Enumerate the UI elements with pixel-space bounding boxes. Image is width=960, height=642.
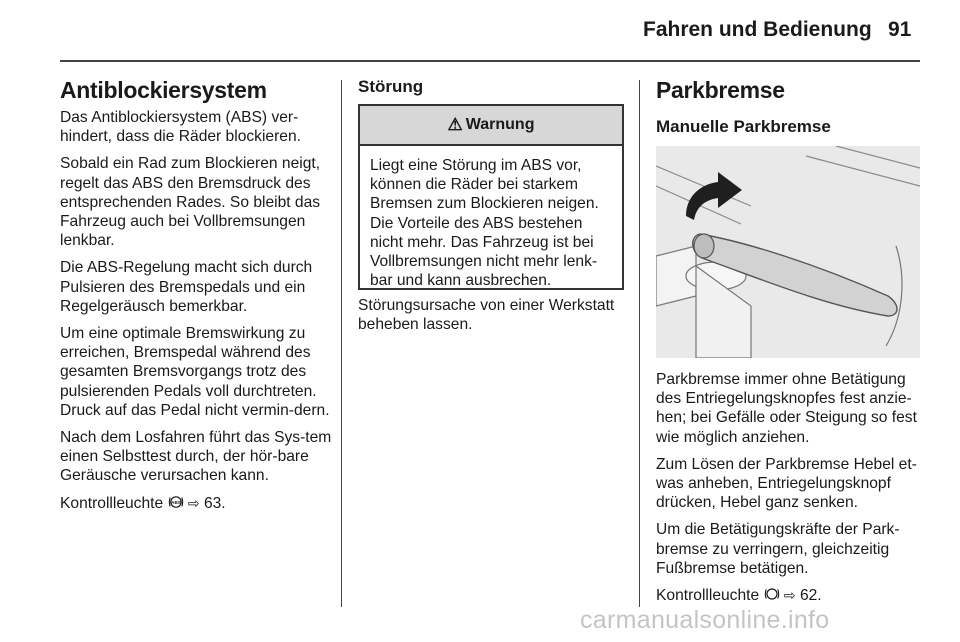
watermark: carmanualsonline.info xyxy=(580,606,830,634)
page-number: 91 xyxy=(888,18,912,41)
warning-title: Warnung xyxy=(465,116,535,133)
paragraph: Störungsursache von einer Werkstatt beheben lassen. xyxy=(358,297,615,334)
cross-reference-page[interactable]: 63. xyxy=(203,494,226,512)
running-header-title: Fahren und Bedienung xyxy=(643,18,872,41)
abs-warning-light-icon xyxy=(168,495,184,509)
paragraph: Sobald ein Rad zum Blockieren neigt, regelt das ABS den Bremsdruck des entsprechenden Rades. So bleibt das Fahrzeug auch bei Vollbremsungen lenkbar. xyxy=(60,155,321,250)
warning-triangle-icon: ⚠ xyxy=(447,115,463,134)
column-abs xyxy=(60,76,332,521)
parking-brake-lever-illustration xyxy=(656,146,920,358)
svg-text:ABS: ABS xyxy=(170,499,181,505)
warning-text: Liegt eine Störung im ABS vor, können die Räder bei starkem Bremsen zum Blockieren neigen. Die Vorteile des ABS bestehen nicht mehr. Das Fahrzeug ist bei Vollbremsungen nicht mehr lenk-bar und kann ausbrechen. xyxy=(370,157,599,290)
cross-reference-page[interactable]: 62. xyxy=(799,587,822,605)
cross-reference xyxy=(60,494,332,513)
paragraph: Um eine optimale Bremswirkung zu erreichen, Bremspedal während des gesamten Bremsvorgangs trotz des pulsierenden Pedals voll durchtreten. Druck auf das Pedal nicht vermin-dern. xyxy=(60,325,330,419)
paragraph: Um die Betätigungskräfte der Park-bremse zu verringern, gleichzeitig Fußbremse betätigen. xyxy=(656,521,900,577)
paragraph: Zum Lösen der Parkbremse Hebel et-was anheben, Entriegelungsknopf drücken, Hebel ganz senken. xyxy=(656,455,917,512)
cross-reference xyxy=(656,586,922,605)
column-parking-brake xyxy=(656,76,922,148)
cross-reference-label: Kontrollleuchte xyxy=(656,587,760,605)
paragraph: Nach dem Losfahren führt das Sys-tem einen Selbsttest durch, der hör-bare Geräusche verursachen kann. xyxy=(60,429,332,485)
page-reference-icon: ⇨ xyxy=(783,587,796,604)
warning-box-header xyxy=(360,106,622,146)
paragraph: Das Antiblockiersystem (ABS) ver-hindert, dass die Räder blockieren. xyxy=(60,109,301,146)
cross-reference-label: Kontrollleuchte xyxy=(60,494,164,512)
section-heading-fault: Störung xyxy=(358,77,424,96)
paragraph: Parkbremse immer ohne Betätigung des Entriegelungsknopfes fest anzie-hen; bei Gefälle oder Steigung so fest wie möglich anziehen. xyxy=(656,371,917,446)
warning-box xyxy=(358,104,624,290)
header-divider xyxy=(60,60,920,62)
subheading-manual-parking-brake: Manuelle Parkbremse xyxy=(656,117,831,136)
page-reference-icon: ⇨ xyxy=(187,494,200,511)
section-heading-abs: Antiblockiersystem xyxy=(60,77,267,103)
section-heading-parking-brake: Parkbremse xyxy=(656,77,785,103)
brake-warning-light-icon xyxy=(764,587,780,601)
paragraph: Die ABS-Regelung macht sich durch Pulsieren des Bremspedals und ein Regelgeräusch bemerkbar. xyxy=(60,259,313,315)
column-divider-1 xyxy=(341,80,342,607)
column-parking-brake-text xyxy=(656,370,922,605)
column-divider-2 xyxy=(639,80,640,607)
